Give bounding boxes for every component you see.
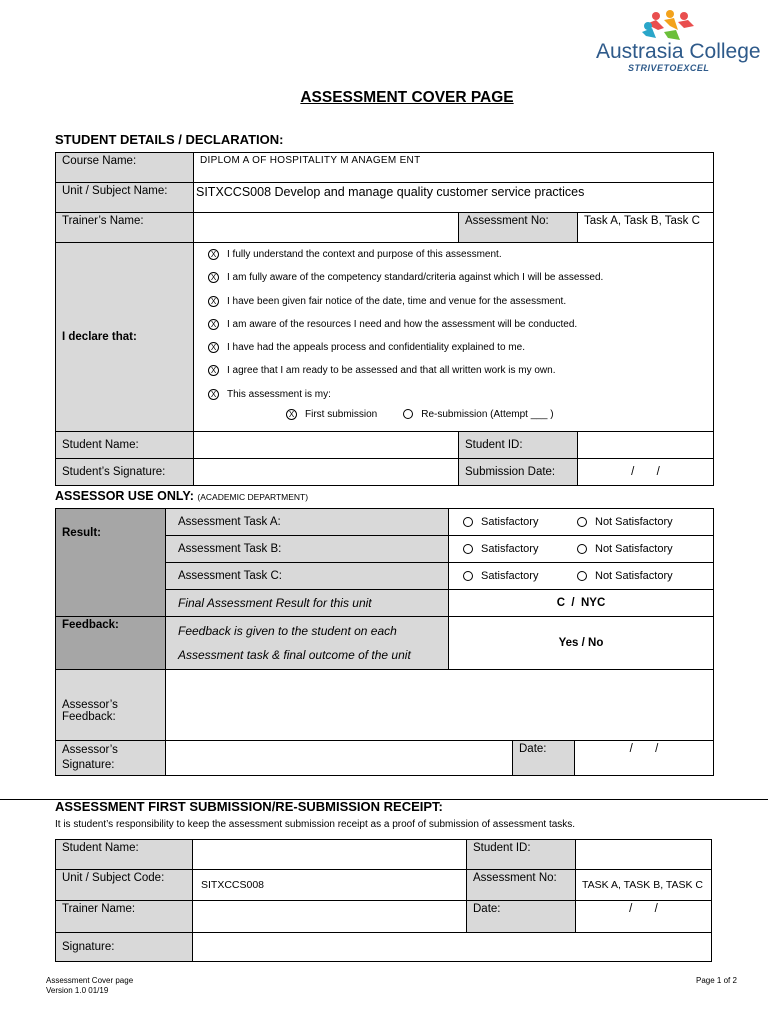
declaration-item: X I have had the appeals process and confidentiality explained to me. (208, 342, 713, 365)
receipt-unit-code-label: Unit / Subject Code: (56, 870, 193, 901)
assessor-date-label: Date: (513, 741, 575, 776)
assessor-signature-label: Assessor’s Signature: (56, 741, 166, 776)
trainer-name-label: Trainer’s Name: (56, 213, 194, 243)
task-b-label: Assessment Task B: (166, 536, 449, 563)
feedback-description: Feedback is given to the student on each Assessment task & final outcome of the unit (166, 617, 449, 670)
checked-circle-icon[interactable]: X (208, 365, 219, 376)
receipt-student-name-field[interactable] (193, 840, 467, 870)
footer-doc-name: Assessment Cover page (46, 976, 134, 985)
receipt-heading: ASSESSMENT FIRST SUBMISSION/RE-SUBMISSION RECEIPT: (55, 799, 443, 814)
satisfactory-radio[interactable] (463, 517, 473, 527)
checked-circle-icon[interactable]: X (208, 296, 219, 307)
student-signature-field[interactable] (194, 459, 459, 486)
feedback-value[interactable]: Yes / No (449, 617, 714, 670)
satisfactory-radio[interactable] (463, 544, 473, 554)
receipt-student-id-label: Student ID: (467, 840, 576, 870)
not-satisfactory-radio[interactable] (577, 544, 587, 554)
declaration-item: X I am fully aware of the competency standard/criteria against which I will be assessed. (208, 272, 713, 295)
assessor-heading-note: (ACADEMIC DEPARTMENT) (197, 492, 309, 502)
footer-version: Version 1.0 01/19 (46, 986, 109, 995)
final-result-value[interactable]: C / NYC (449, 590, 714, 617)
student-name-label: Student Name: (56, 432, 194, 459)
task-c-label: Assessment Task C: (166, 563, 449, 590)
student-signature-label: Student’s Signature: (56, 459, 194, 486)
assessor-heading: ASSESSOR USE ONLY: (ACADEMIC DEPARTMENT) (55, 489, 309, 503)
task-c-options: Satisfactory Not Satisfactory (449, 563, 714, 590)
checked-circle-icon[interactable]: X (208, 249, 219, 260)
student-id-field[interactable] (578, 432, 714, 459)
footer-left (46, 976, 133, 996)
declaration-item: X I am aware of the resources I need and how the assessment will be conducted. (208, 319, 713, 342)
receipt-signature-label: Signature: (56, 933, 193, 962)
assessment-no-label: Assessment No: (459, 213, 578, 243)
receipt-signature-field[interactable] (193, 933, 712, 962)
declaration-list (194, 243, 713, 409)
receipt-assessment-no-label: Assessment No: (467, 870, 576, 901)
checked-circle-icon[interactable]: X (208, 342, 219, 353)
assessor-feedback-field[interactable] (166, 670, 714, 741)
receipt-note: It is student’s responsibility to keep the assessment submission receipt as a proof of submission of assessment tasks. (55, 819, 576, 830)
first-submission-radio-checked[interactable]: X (286, 409, 297, 420)
logo-tagline: STRIVETOEXCEL (628, 63, 710, 73)
declare-label: I declare that: (56, 243, 194, 432)
student-details-heading: STUDENT DETAILS / DECLARATION: (55, 132, 284, 147)
unit-name-label: Unit / Subject Name: (56, 183, 194, 213)
submission-date-label: Submission Date: (459, 459, 578, 486)
assessment-no-value[interactable]: Task A, Task B, Task C (578, 213, 714, 243)
receipt-date-field[interactable]: / / (576, 901, 712, 933)
assessor-date-field[interactable]: / / (575, 741, 714, 776)
receipt-unit-code-value[interactable]: SITXCCS008 (193, 870, 467, 901)
unit-name-value[interactable]: SITXCCS008 Develop and manage quality customer service practices (194, 183, 714, 213)
course-name-value[interactable]: DIPLOM A OF HOSPITALITY M ANAGEM ENT (194, 153, 714, 183)
declaration-item: X This assessment is my: (208, 389, 713, 409)
feedback-label: Feedback: (56, 617, 166, 670)
receipt-table (55, 839, 712, 962)
declaration-item: X I have been given fair notice of the date, time and venue for the assessment. (208, 296, 713, 319)
receipt-trainer-field[interactable] (193, 901, 467, 933)
result-label: Result: (56, 509, 166, 617)
student-id-label: Student ID: (459, 432, 578, 459)
resubmission-radio[interactable] (403, 409, 413, 419)
trainer-name-field[interactable] (194, 213, 459, 243)
receipt-date-label: Date: (467, 901, 576, 933)
page-title: ASSESSMENT COVER PAGE (300, 89, 514, 106)
submission-date-field[interactable]: / / (578, 459, 714, 486)
task-a-label: Assessment Task A: (166, 509, 449, 536)
not-satisfactory-radio[interactable] (577, 517, 587, 527)
submission-type-options (194, 409, 713, 420)
first-submission-label: First submission (305, 408, 378, 420)
checked-circle-icon[interactable]: X (208, 389, 219, 400)
course-name-label: Course Name: (56, 153, 194, 183)
declaration-item: X I agree that I am ready to be assessed and that all written work is my own. (208, 365, 713, 388)
checked-circle-icon[interactable]: X (208, 272, 219, 283)
student-name-field[interactable] (194, 432, 459, 459)
logo-name: Austrasia College (596, 40, 761, 63)
final-result-label: Final Assessment Result for this unit (166, 590, 449, 617)
receipt-assessment-no-value[interactable]: TASK A, TASK B, TASK C (576, 870, 712, 901)
assessor-signature-field[interactable] (166, 741, 513, 776)
footer-page-number: Page 1 of 2 (696, 976, 737, 985)
receipt-trainer-label: Trainer Name: (56, 901, 193, 933)
checked-circle-icon[interactable]: X (208, 319, 219, 330)
assessor-table (55, 508, 714, 776)
receipt-student-id-field[interactable] (576, 840, 712, 870)
assessor-feedback-label: Assessor’s Feedback: (56, 670, 166, 741)
declaration-item: X I fully understand the context and purpose of this assessment. (208, 249, 713, 272)
resubmission-label: Re-submission (Attempt ___ ) (421, 408, 554, 420)
receipt-student-name-label: Student Name: (56, 840, 193, 870)
declaration-cell (194, 243, 714, 432)
not-satisfactory-radio[interactable] (577, 571, 587, 581)
student-details-table (55, 152, 714, 486)
task-b-options: Satisfactory Not Satisfactory (449, 536, 714, 563)
task-a-options: Satisfactory Not Satisfactory (449, 509, 714, 536)
satisfactory-radio[interactable] (463, 571, 473, 581)
